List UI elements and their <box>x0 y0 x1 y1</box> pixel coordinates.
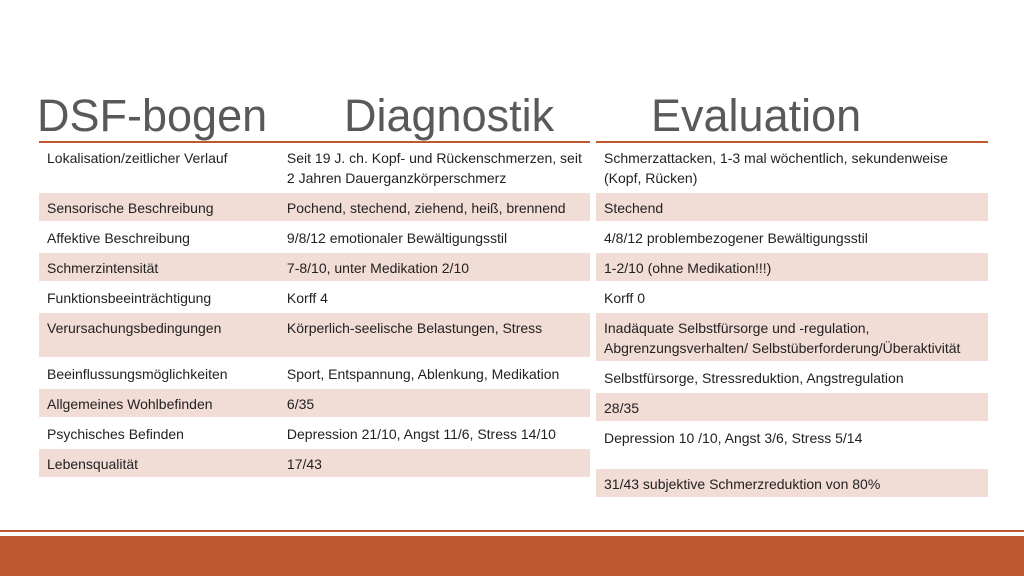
row-value: Seit 19 J. ch. Kopf- und Rückenschmerzen, seit 2 Jahren Dauerganzkörperschmerz <box>279 143 590 192</box>
evaluation-value: Selbstfürsorge, Stressreduktion, Angstregulation <box>596 362 988 392</box>
table-row <box>596 392 988 422</box>
table-row <box>39 418 590 448</box>
table-row <box>596 422 988 468</box>
row-value: Depression 21/10, Angst 11/6, Stress 14/10 <box>279 418 590 448</box>
slide-title <box>0 86 1024 146</box>
diagnostik-table <box>39 143 590 479</box>
row-value: 6/35 <box>279 388 590 418</box>
evaluation-value: 28/35 <box>596 392 988 422</box>
row-label: Verursachungsbedingungen <box>39 312 279 358</box>
table-row <box>596 468 988 498</box>
evaluation-value: Stechend <box>596 192 988 222</box>
table-row <box>596 252 988 282</box>
table-row <box>39 358 590 388</box>
title-dsf-bogen: DSF-bogen <box>37 90 268 141</box>
row-label: Sensorische Beschreibung <box>39 192 279 222</box>
row-label: Affektive Beschreibung <box>39 222 279 252</box>
evaluation-value: Schmerzattacken, 1-3 mal wöchentlich, sekundenweise (Kopf, Rücken) <box>596 143 988 192</box>
row-value: 7-8/10, unter Medikation 2/10 <box>279 252 590 282</box>
evaluation-table <box>596 143 988 499</box>
row-label: Lokalisation/zeitlicher Verlauf <box>39 143 279 192</box>
row-value: Korff 4 <box>279 282 590 312</box>
row-value: 17/43 <box>279 448 590 478</box>
table-row <box>596 143 988 192</box>
row-value: Körperlich-seelische Belastungen, Stress <box>279 312 590 358</box>
row-value: Sport, Entspannung, Ablenkung, Medikation <box>279 358 590 388</box>
evaluation-value: 31/43 subjektive Schmerzreduktion von 80% <box>596 468 988 498</box>
table-row <box>39 282 590 312</box>
table-row <box>596 222 988 252</box>
evaluation-value: 4/8/12 problembezogener Bewältigungsstil <box>596 222 988 252</box>
table-row <box>596 362 988 392</box>
evaluation-value: 1-2/10 (ohne Medikation!!!) <box>596 252 988 282</box>
row-label: Psychisches Befinden <box>39 418 279 448</box>
row-label: Allgemeines Wohlbefinden <box>39 388 279 418</box>
evaluation-value: Korff 0 <box>596 282 988 312</box>
evaluation-value: Depression 10 /10, Angst 3/6, Stress 5/14 <box>596 422 988 468</box>
footer-rule <box>0 530 1024 532</box>
table-row <box>39 222 590 252</box>
row-value: Pochend, stechend, ziehend, heiß, brennend <box>279 192 590 222</box>
row-label: Funktionsbeeinträchtigung <box>39 282 279 312</box>
table-row <box>39 448 590 478</box>
evaluation-value: Inadäquate Selbstfürsorge und -regulation, Abgrenzungsverhalten/ Selbstüberforderung/Überaktivität <box>596 312 988 362</box>
row-label: Beeinflussungsmöglichkeiten <box>39 358 279 388</box>
table-row <box>39 312 590 358</box>
table-row <box>596 312 988 362</box>
table-row <box>39 388 590 418</box>
table-row <box>39 143 590 192</box>
row-label: Schmerzintensität <box>39 252 279 282</box>
table-row <box>39 252 590 282</box>
table-row <box>596 192 988 222</box>
row-label: Lebensqualität <box>39 448 279 478</box>
title-evaluation: Evaluation <box>651 90 862 141</box>
row-value: 9/8/12 emotionaler Bewältigungsstil <box>279 222 590 252</box>
table-row <box>39 192 590 222</box>
footer-bar <box>0 536 1024 576</box>
title-diagnostik: Diagnostik <box>344 90 555 141</box>
table-row <box>596 282 988 312</box>
